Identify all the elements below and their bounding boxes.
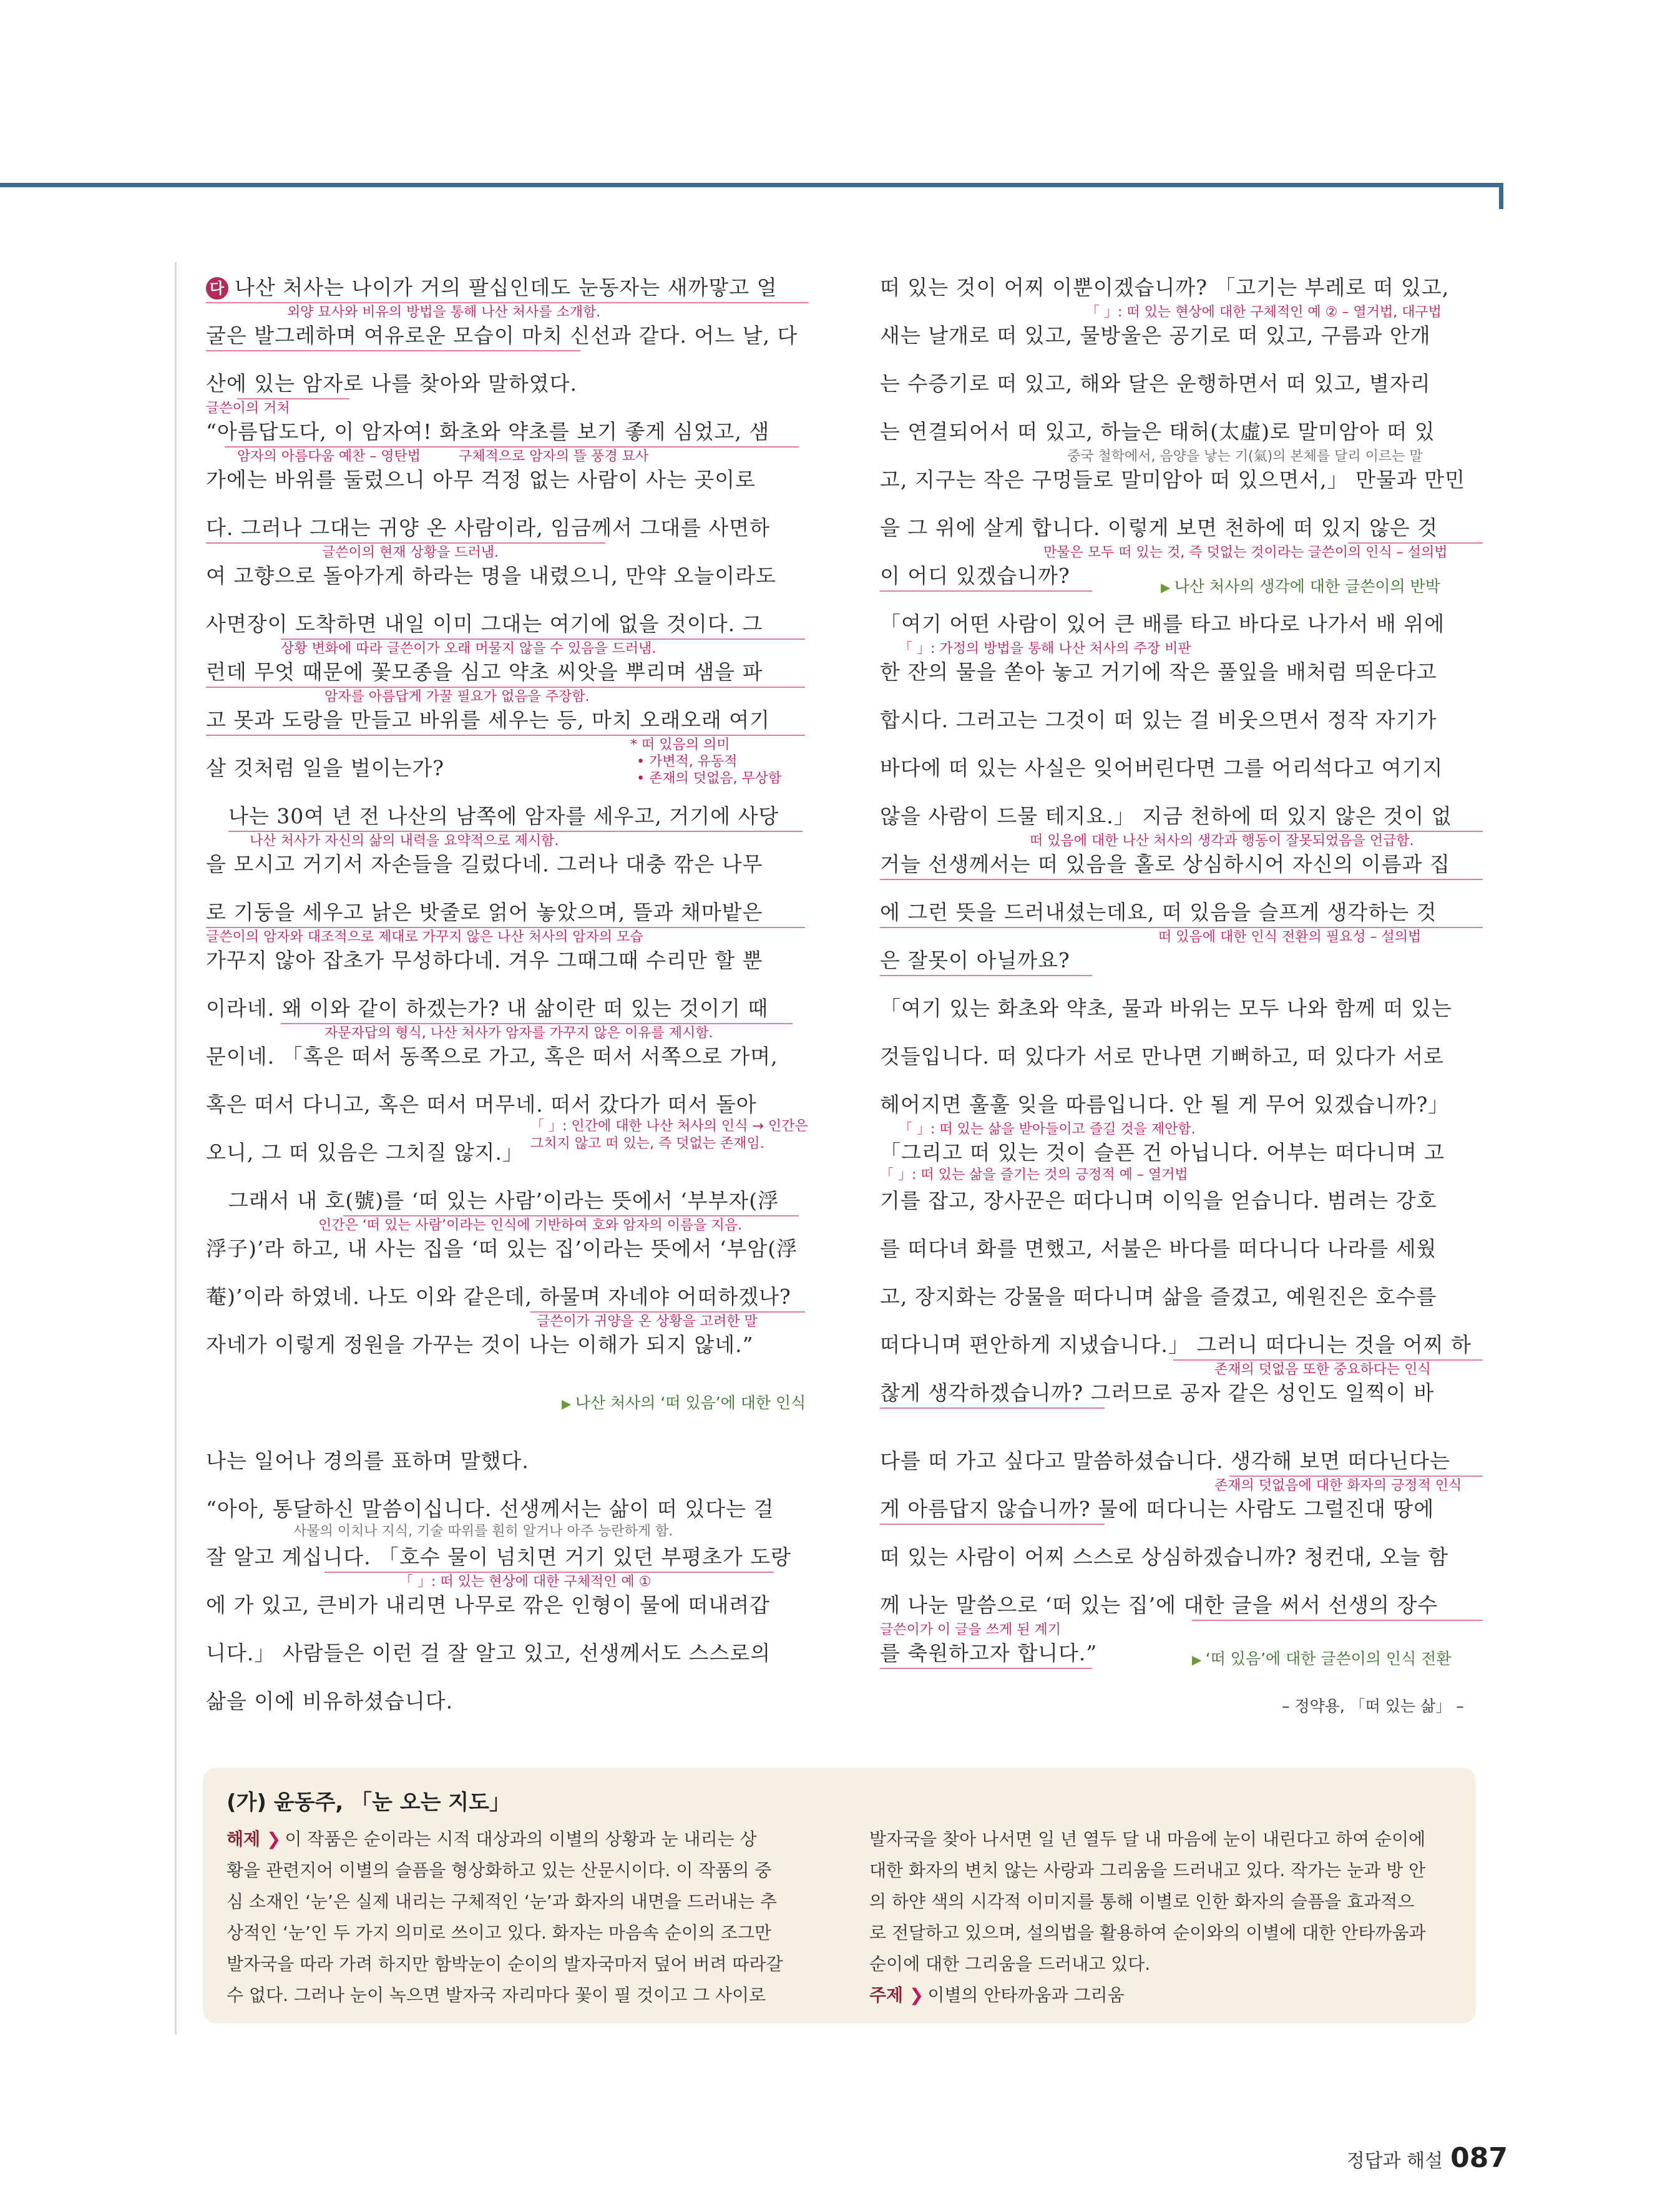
commentary-label: 해제 ❯ <box>227 1829 281 1849</box>
commentary-line: 대한 화자의 변치 않는 사랑과 그리움을 드러내고 있다. 작가는 눈과 방 안 <box>869 1860 1426 1881</box>
underline <box>880 1524 1105 1525</box>
text-line: 를 축원하고자 합니다.” <box>880 1641 1098 1665</box>
top-rule-end <box>1499 183 1503 209</box>
text-line: 합시다. 그러고는 그것이 떠 있는 걸 비웃으면서 정작 자기가 <box>880 708 1437 732</box>
text-line: 헤어지면 훌훌 잊을 따름입니다. 안 될 게 무어 있겠습니까?」 <box>880 1092 1450 1117</box>
annotation: 떠 있음에 대한 인식 전환의 필요성 – 설의법 <box>1158 929 1422 945</box>
text-line: 「여기 어떤 사람이 있어 큰 배를 타고 바다로 나가서 배 위에 <box>880 612 1445 636</box>
underline <box>225 446 799 448</box>
text-line: 찮게 생각하겠습니까? 그러므로 공자 같은 성인도 일찍이 바 <box>880 1381 1435 1405</box>
text-line: 고 못과 도랑을 만들고 바위를 세우는 등, 마치 오래오래 여기 <box>206 708 770 732</box>
section-summary: ▶ 나산 처사의 ‘떠 있음’에 대한 인식 <box>562 1391 806 1413</box>
text-line: 자네가 이렇게 정원을 가꾸는 것이 나는 이해가 되지 않네.” <box>206 1333 754 1357</box>
annotation: 「 」: 떠 있는 현상에 대한 구체적인 예 ② – 열거법, 대구법 <box>1086 305 1442 320</box>
annotation: 상황 변화에 따라 글쓴이가 오래 머물지 않을 수 있음을 드러냄. <box>281 641 657 657</box>
commentary-line: 의 하얀 색의 시각적 이미지를 통해 이별로 인한 화자의 슬픔을 효과적으 <box>869 1891 1415 1912</box>
commentary-line: 로 전달하고 있으며, 설의법을 활용하여 순이와의 이별에 대한 안타까움과 <box>869 1922 1426 1943</box>
commentary-line: 해제 ❯ 이 작품은 순이라는 시적 대상과의 이별의 상황과 눈 내리는 상 <box>227 1827 757 1852</box>
text-line: 떠 있는 것이 어찌 이뿐이겠습니까? 「고기는 부레로 떠 있고, <box>880 275 1450 300</box>
text-line: 사면장이 도착하면 내일 이미 그대는 여기에 없을 것이다. 그 <box>206 612 763 636</box>
annotation: 글쓴이의 현재 상황을 드러냄. <box>322 545 499 560</box>
section-badge: 다 <box>206 277 228 300</box>
subject-label: 주제 ❯ <box>869 1985 924 2005</box>
text-line: 않을 사람이 드물 테지요.」 지금 천하에 떠 있지 않은 것이 없 <box>880 804 1452 828</box>
underline <box>1348 542 1483 544</box>
underline <box>206 542 605 544</box>
underline <box>228 831 803 832</box>
text-line: 에 그런 뜻을 드러내셨는데요, 떠 있음을 슬프게 생각하는 것 <box>880 900 1437 924</box>
text-line: 여 고향으로 돌아가게 하라는 명을 내렸으니, 만약 오늘이라도 <box>206 564 776 588</box>
commentary-title: (가) 윤동주, 「눈 오는 지도」 <box>227 1790 510 1815</box>
text-line: 다를 떠 가고 싶다고 말씀하셨습니다. 생각해 보면 떠다닌다는 <box>880 1449 1450 1473</box>
text-line: 浮子)’라 하고, 내 사는 집을 ‘떠 있는 집’이라는 뜻에서 ‘부암(浮 <box>206 1236 798 1261</box>
text-line: “아아, 통달하신 말씀이십니다. 선생께서는 삶이 떠 있다는 걸 <box>206 1497 774 1521</box>
annotation: * 떠 있음의 의미 <box>630 737 730 753</box>
annotation: 자문자답의 형식, 나산 처사가 암자를 가꾸지 않은 이유를 제시함. <box>325 1025 713 1041</box>
underline <box>206 687 805 688</box>
annotation: 중국 철학에서, 음양을 낳는 기(氣)의 본체를 달리 이르는 말 <box>1067 449 1423 464</box>
text-line: 새는 날개로 떠 있고, 물방울은 공기로 떠 있고, 구름과 안개 <box>880 323 1431 348</box>
annotation: 암자를 아름답게 가꿀 필요가 없음을 주장함. <box>325 689 590 705</box>
text-line: 혹은 떠서 다니고, 혹은 떠서 머무네. 떠서 갔다가 떠서 돌아 <box>206 1092 757 1117</box>
subject-text: 이별의 안타까움과 그리움 <box>927 1985 1125 2005</box>
text-line: 는 수증기로 떠 있고, 해와 달은 운행하면서 떠 있고, 별자리 <box>880 371 1431 396</box>
commentary-line: 수 없다. 그러나 눈이 녹으면 발자국 자리마다 꽃이 필 것이고 그 사이로 <box>227 1985 766 2005</box>
underline <box>880 1407 1105 1409</box>
text-line: 거늘 선생께서는 떠 있음을 홀로 상심하시어 자신의 이름과 집 <box>880 852 1450 876</box>
text-line: 가에는 바위를 둘렀으니 아무 걱정 없는 사람이 사는 곳이로 <box>206 467 756 492</box>
underline <box>206 927 805 928</box>
text-line: 다. 그러나 그대는 귀양 온 사람이라, 임금께서 그대를 사면하 <box>206 516 770 540</box>
annotation: 외양 묘사와 비유의 방법을 통해 나산 처사를 소개함. <box>287 305 601 320</box>
annotation: 글쓴이의 거처 <box>206 401 290 416</box>
underline <box>281 1023 793 1024</box>
page-number: 087 <box>1450 2142 1508 2174</box>
annotation: 인간은 ‘떠 있는 사람’이라는 인식에 기반하여 호와 암자의 이름을 지음. <box>318 1218 742 1233</box>
text-line: 菴)’이라 하였네. 나도 이와 같은데, 하물며 자네야 어떠하겠나? <box>206 1285 791 1309</box>
text-line: 「그리고 떠 있는 것이 슬픈 건 아닙니다. 어부는 떠다니며 고 <box>880 1140 1445 1165</box>
underline <box>880 975 1092 976</box>
text-line: 에 가 있고, 큰비가 내리면 나무로 깎은 인형이 물에 떠내려갑 <box>206 1593 770 1617</box>
annotation: 「 」: 떠 있는 현상에 대한 구체적인 예 ① <box>399 1574 652 1590</box>
text-line: 다 나산 처사는 나이가 거의 팔십인데도 눈동자는 새까맣고 얼 <box>206 275 778 301</box>
underline <box>325 1572 774 1573</box>
underline <box>206 735 805 736</box>
left-margin-rule <box>175 262 177 2035</box>
text-line: 한 잔의 물을 쏟아 놓고 거기에 작은 풀잎을 배처럼 띄운다고 <box>880 660 1437 684</box>
text-line: 는 연결되어서 떠 있고, 하늘은 태허(太虛)로 말미암아 떠 있 <box>880 419 1435 444</box>
underline <box>206 302 809 303</box>
annotation: 글쓴이가 귀양을 온 상황을 고려한 말 <box>537 1314 758 1329</box>
section-summary: ▶ ‘떠 있음’에 대한 글쓴이의 인식 전환 <box>1192 1647 1451 1669</box>
annotation: • 가변적, 유동적 <box>637 754 738 770</box>
text-line: 께 나눈 말씀으로 ‘떠 있는 집’에 대한 글을 써서 선생의 장수 <box>880 1593 1438 1617</box>
section-summary: ▶ 나산 처사의 생각에 대한 글쓴이의 반박 <box>1161 574 1440 597</box>
text-line: 것들입니다. 떠 있다가 서로 만나면 기뻐하고, 떠 있다가 서로 <box>880 1044 1444 1069</box>
commentary-line <box>869 1983 1125 2008</box>
annotation: 나산 처사가 자신의 삶의 내력을 요약적으로 제시함. <box>250 833 559 849</box>
annotation: 글쓴이의 암자와 대조적으로 제대로 가꾸지 않은 나산 처사의 암자의 모습 <box>206 929 643 945</box>
text-line: 그래서 내 호(號)를 ‘떠 있는 사람’이라는 뜻에서 ‘부부자(浮 <box>228 1188 779 1213</box>
underline <box>880 1668 1092 1669</box>
underline <box>1229 1475 1483 1477</box>
underline <box>281 639 805 640</box>
underline <box>1229 831 1483 832</box>
underline <box>880 927 1483 928</box>
text-line: 오니, 그 떠 있음은 그치질 않지.」 <box>206 1140 524 1165</box>
commentary-box <box>203 1768 1476 2024</box>
underline <box>530 1311 805 1313</box>
text-line: 기를 잡고, 장사꾼은 떠다니며 이익을 얻습니다. 범려는 강호 <box>880 1188 1437 1213</box>
text-line: 고, 장지화는 강물을 떠다니며 삶을 즐겼고, 예원진은 호수를 <box>880 1285 1437 1309</box>
text-line: 을 모시고 거기서 자손들을 길렀다네. 그러나 대충 깎은 나무 <box>206 852 763 876</box>
text-line: 잘 알고 계십니다. 「호수 물이 넘치면 거기 있던 부평초가 도랑 <box>206 1545 791 1569</box>
annotation: 존재의 덧없음에 대한 화자의 긍정적 인식 <box>1214 1478 1462 1494</box>
text-line: 이라네. 왜 이와 같이 하겠는가? 내 삶이란 떠 있는 것이기 때 <box>206 996 769 1020</box>
text-line: 떠 있는 사람이 어찌 스스로 상심하겠습니까? 청컨대, 오늘 함 <box>880 1545 1449 1569</box>
commentary-line: 황을 관련지어 이별의 슬픔을 형상화하고 있는 산문시이다. 이 작품의 중 <box>227 1860 772 1881</box>
annotation: 「 」: 가정의 방법을 통해 나산 처사의 주장 비판 <box>899 641 1191 657</box>
text-line: 이 어디 있겠습니까? <box>880 564 1070 588</box>
text-line: 떠다니며 편안하게 지냈습니다.」 그러니 떠다니는 것을 어찌 하 <box>880 1333 1472 1357</box>
text-line: 로 기둥을 세우고 낡은 밧줄로 얽어 놓았으며, 뜰과 채마밭은 <box>206 900 763 924</box>
annotation: • 존재의 덧없음, 무상함 <box>637 771 782 786</box>
text-line: 나는 30여 년 전 나산의 남쪽에 암자를 세우고, 거기에 사당 <box>228 804 779 828</box>
text-line: 가꾸지 않아 잡초가 무성하다네. 겨우 그때그때 수리만 할 뿐 <box>206 948 763 972</box>
underline <box>1192 1620 1483 1621</box>
text-line: 「여기 있는 화초와 약초, 물과 바위는 모두 나와 함께 떠 있는 <box>880 996 1452 1020</box>
text-line: “아름답도다, 이 암자여! 화초와 약초를 보기 좋게 심었고, 샘 <box>206 419 770 444</box>
footer-label: 정답과 해설 <box>1346 2150 1443 2172</box>
page-footer <box>1347 2142 1508 2174</box>
text-line: 런데 무엇 때문에 꽃모종을 심고 약초 씨앗을 뿌리며 샘을 파 <box>206 660 763 684</box>
text-line: 산에 있는 암자로 나를 찾아와 말하였다. <box>206 371 577 396</box>
annotation: 만물은 모두 떠 있는 것, 즉 덧없는 것이라는 글쓴이의 인식 – 설의법 <box>1043 545 1448 560</box>
annotation: 떠 있음에 대한 나산 처사의 생각과 행동이 잘못되었음을 언급함. <box>1030 833 1414 849</box>
underline <box>343 1215 799 1216</box>
annotation: 존재의 덧없음 또한 중요하다는 인식 <box>1214 1362 1431 1378</box>
commentary-line: 상적인 ‘눈’인 두 가지 의미로 쓰이고 있다. 화자는 마음속 순이의 조그만 <box>227 1922 772 1943</box>
annotation: 글쓴이가 이 글을 쓰게 된 계기 <box>880 1622 1061 1638</box>
annotation: 「 」: 인간에 대한 나산 처사의 인식 → 인간은 <box>530 1118 808 1134</box>
annotation: 암자의 아름다움 예찬 – 영탄법 <box>237 449 421 464</box>
top-rule <box>0 183 1503 187</box>
annotation: 「 」: 떠 있는 삶을 받아들이고 즐길 것을 제안함. <box>899 1122 1196 1137</box>
underline <box>206 350 580 351</box>
source-citation: – 정약용, 「떠 있는 삶」 – <box>1282 1697 1464 1715</box>
annotation: 그치지 않고 떠 있는, 즉 덧없는 존재임. <box>530 1136 764 1152</box>
underline <box>880 879 1483 880</box>
text-line: 삶을 이에 비유하셨습니다. <box>206 1689 454 1713</box>
text-line: 은 잘못이 아닐까요? <box>880 948 1070 972</box>
commentary-line: 순이에 대한 그리움을 드러내고 있다. <box>869 1954 1151 1974</box>
text-line: 을 그 위에 살게 합니다. 이렇게 보면 천하에 떠 있지 않은 것 <box>880 516 1438 540</box>
text-line: 바다에 떠 있는 사실은 잊어버린다면 그를 어리석다고 여기지 <box>880 756 1443 780</box>
text-line: 문이네. 「혹은 떠서 동쪽으로 가고, 혹은 떠서 서쪽으로 가며, <box>206 1044 778 1069</box>
underline <box>237 398 349 399</box>
underline <box>880 590 1092 592</box>
commentary-line: 발자국을 따라 가려 하지만 함박눈이 순이의 발자국마저 덮어 버려 따라갈 <box>227 1954 783 1974</box>
text-line: 살 것처럼 일을 벌이는가? <box>206 756 444 780</box>
text-line: 게 아름답지 않습니까? 물에 떠다니는 사람도 그럴진대 땅에 <box>880 1497 1435 1521</box>
text-line: 니다.」 사람들은 이런 걸 잘 알고 있고, 선생께서도 스스로의 <box>206 1641 771 1665</box>
text-line: 굴은 발그레하며 여유로운 모습이 마치 신선과 같다. 어느 날, 다 <box>206 323 798 348</box>
text-line: 나는 일어나 경의를 표하며 말했다. <box>206 1449 529 1473</box>
annotation: 「 」: 떠 있는 삶을 즐기는 것의 긍정적 예 – 열거법 <box>880 1167 1188 1183</box>
underline <box>1173 1359 1483 1361</box>
commentary-line: 심 소재인 ‘눈’은 실제 내리는 구체적인 ‘눈’과 화자의 내면을 드러내는 추 <box>227 1891 777 1912</box>
text-line: 고, 지구는 작은 구멍들로 말미암아 떠 있으면서,」 만물과 만민 <box>880 467 1465 492</box>
commentary-line: 발자국을 찾아 나서면 일 년 열두 달 내 마음에 눈이 내린다고 하여 순이에 <box>869 1829 1426 1849</box>
text-line: 를 떠다녀 화를 면했고, 서불은 바다를 떠다니다 나라를 세웠 <box>880 1236 1437 1261</box>
annotation: 구체적으로 암자의 뜰 풍경 묘사 <box>459 449 649 464</box>
annotation: 사물의 이치나 지식, 기술 따위를 훤히 알거나 아주 능란하게 함. <box>293 1524 673 1539</box>
